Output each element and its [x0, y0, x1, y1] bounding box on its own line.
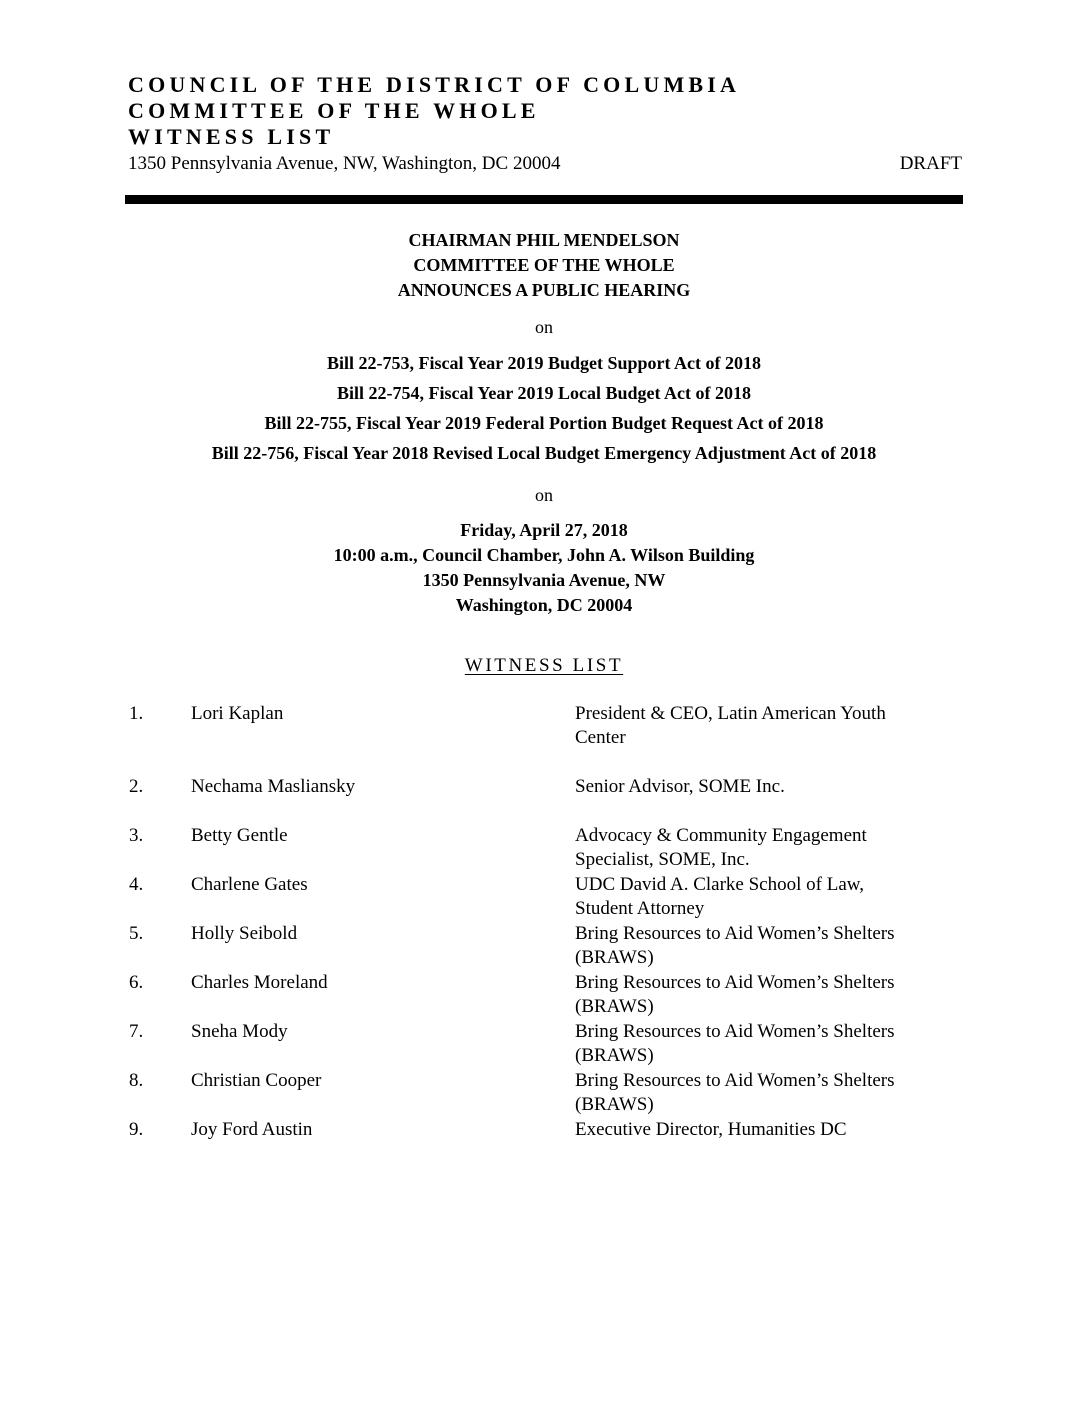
affiliation-line: Center — [575, 727, 626, 748]
hearing-date: Friday, April 27, 2018 — [460, 520, 628, 540]
witness-name: Lori Kaplan — [191, 703, 284, 724]
committee-line: COMMITTEE OF THE WHOLE — [413, 255, 675, 275]
witness-row — [0, 971, 1088, 1017]
affiliation-line: Executive Director, Humanities DC — [575, 1119, 847, 1140]
affiliation-line: President & CEO, Latin American Youth — [575, 703, 886, 724]
witness-affiliation — [575, 1118, 955, 1142]
witness-number: 6. — [129, 972, 144, 993]
witness-affiliation — [575, 702, 955, 750]
bill-item: Bill 22-756, Fiscal Year 2018 Revised Local Budget Emergency Adjustment Act of 2018 — [211, 443, 877, 463]
affiliation-line: Advocacy & Community Engagement — [575, 825, 867, 846]
witness-affiliation — [575, 971, 955, 1019]
affiliation-line: Bring Resources to Aid Women’s Shelters — [575, 1021, 895, 1042]
witness-number: 2. — [129, 776, 144, 797]
affiliation-line: (BRAWS) — [575, 1045, 654, 1066]
bill-list — [0, 348, 1088, 468]
witness-number: 3. — [129, 825, 144, 846]
affiliation-line: Bring Resources to Aid Women’s Shelters — [575, 923, 895, 944]
announcement-heading — [0, 228, 1088, 303]
affiliation-line: (BRAWS) — [575, 1094, 654, 1115]
witness-row — [0, 1118, 1088, 1142]
on-separator-2: on — [535, 485, 553, 505]
witness-number: 1. — [129, 703, 144, 724]
on-separator-1: on — [535, 317, 553, 337]
witness-row — [0, 824, 1088, 870]
witness-row — [0, 1069, 1088, 1115]
witness-name: Charles Moreland — [191, 972, 328, 993]
bill-item: Bill 22-753, Fiscal Year 2019 Budget Support Act of 2018 — [326, 353, 761, 373]
chairman-line: CHAIRMAN PHIL MENDELSON — [408, 230, 680, 250]
bill-item: Bill 22-755, Fiscal Year 2019 Federal Portion Budget Request Act of 2018 — [264, 413, 824, 433]
witness-affiliation — [575, 873, 955, 921]
witness-number: 4. — [129, 874, 144, 895]
document-type: WITNESS LIST — [128, 124, 335, 149]
council-address: 1350 Pennsylvania Avenue, NW, Washington, DC 20004 — [128, 153, 561, 174]
header-divider — [125, 195, 963, 204]
hearing-time-place: 10:00 a.m., Council Chamber, John A. Wilson Building — [333, 545, 755, 565]
bill-item: Bill 22-754, Fiscal Year 2019 Local Budget Act of 2018 — [337, 383, 751, 403]
affiliation-line: Bring Resources to Aid Women’s Shelters — [575, 972, 895, 993]
affiliation-line: (BRAWS) — [575, 996, 654, 1017]
hearing-street: 1350 Pennsylvania Avenue, NW — [422, 570, 666, 590]
witness-list-title: WITNESS LIST — [464, 655, 624, 676]
witness-name: Betty Gentle — [191, 825, 288, 846]
address-row — [128, 153, 962, 175]
council-name: COUNCIL OF THE DISTRICT OF COLUMBIA — [128, 72, 741, 97]
affiliation-line: (BRAWS) — [575, 947, 654, 968]
witness-row — [0, 1020, 1088, 1066]
witness-affiliation — [575, 1020, 955, 1068]
witness-number: 7. — [129, 1021, 144, 1042]
witness-number: 8. — [129, 1070, 144, 1091]
affiliation-line: Senior Advisor, SOME Inc. — [575, 776, 785, 797]
witness-number: 5. — [129, 923, 144, 944]
witness-name: Nechama Masliansky — [191, 776, 356, 797]
witness-affiliation — [575, 824, 955, 872]
witness-name: Holly Seibold — [191, 923, 298, 944]
affiliation-line: Specialist, SOME, Inc. — [575, 849, 750, 870]
letterhead — [128, 72, 962, 175]
witness-affiliation — [575, 922, 955, 970]
witness-number: 9. — [129, 1119, 144, 1140]
witness-name: Christian Cooper — [191, 1070, 322, 1091]
witness-name: Charlene Gates — [191, 874, 308, 895]
witness-row — [0, 873, 1088, 919]
committee-name: COMMITTEE OF THE WHOLE — [128, 98, 540, 123]
draft-label: DRAFT — [899, 153, 962, 174]
affiliation-line: Bring Resources to Aid Women’s Shelters — [575, 1070, 895, 1091]
witness-row — [0, 702, 1088, 748]
witness-name: Joy Ford Austin — [191, 1119, 313, 1140]
witness-row — [0, 922, 1088, 968]
affiliation-line: UDC David A. Clarke School of Law, — [575, 874, 864, 895]
witness-row — [0, 775, 1088, 799]
witness-affiliation — [575, 1069, 955, 1117]
hearing-announcement: ANNOUNCES A PUBLIC HEARING — [397, 280, 691, 300]
affiliation-line: Student Attorney — [575, 898, 705, 919]
witness-affiliation — [575, 775, 955, 799]
witness-list — [0, 702, 1088, 1140]
hearing-details — [0, 518, 1088, 618]
witness-name: Sneha Mody — [191, 1021, 288, 1042]
hearing-city: Washington, DC 20004 — [455, 595, 633, 615]
